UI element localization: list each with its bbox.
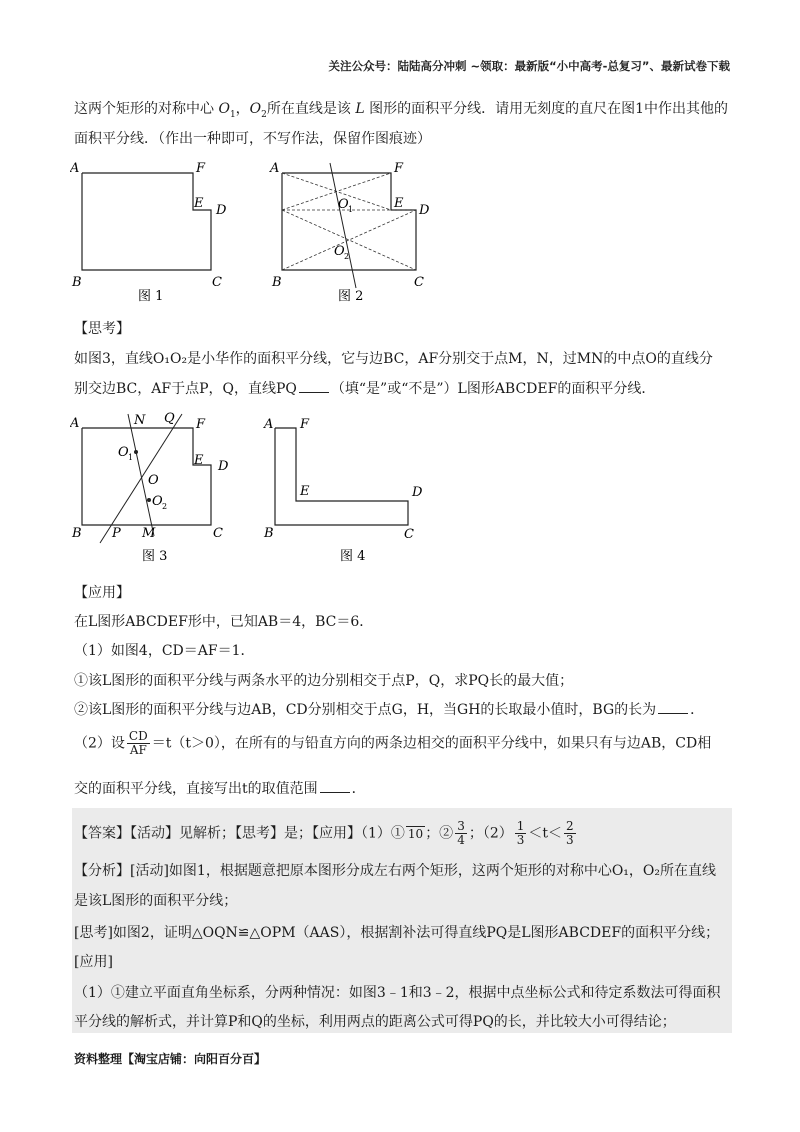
apply-line-1: 在L图形ABCDEF形中，已知AB＝4，BC＝6． bbox=[74, 614, 374, 630]
fig2-label-e: E bbox=[394, 196, 404, 211]
fig1-label-a: A bbox=[70, 161, 80, 176]
fig2-label-b: B bbox=[272, 275, 282, 290]
apply-q1-1: ①该L图形的面积平分线与两条水平的边分别相交于点P，Q，求PQ长的最大值； bbox=[74, 673, 574, 689]
fig2-label-o1-sub: 1 bbox=[348, 205, 354, 214]
fig4-label-d: D bbox=[412, 485, 423, 500]
page-header: 关注公众号：陆陆高分冲刺 ~领取：最新版“小中高考-总复习”、最新试卷下载 bbox=[328, 59, 730, 73]
fig3-label-d: D bbox=[218, 459, 229, 474]
fig1-shape bbox=[82, 173, 211, 270]
fig3-label-o2-sub: 2 bbox=[162, 502, 168, 511]
think-line-1: 如图3，直线O₁O₂是小华作的面积平分线，它与边BC，AF分别交于点M，N，过MN的中点O的直线分 bbox=[74, 351, 713, 367]
apply-q1-2-blank bbox=[658, 700, 688, 714]
fig1-caption: 图 1 bbox=[138, 289, 164, 304]
apply-q1: （1）如图4，CD＝AF＝1． bbox=[74, 643, 255, 659]
fig4-label-b: B bbox=[264, 526, 274, 541]
think-title: 【思考】 bbox=[74, 321, 130, 337]
answer-range-high: $\frac{2}{3}$ bbox=[566, 819, 574, 847]
fig3-label-c: C bbox=[213, 526, 223, 541]
think-line-2: 别交边BC，AF于点P，Q，直线PQ （填“是”或“不是”）L图形ABCDEF的面积平分线． bbox=[74, 381, 656, 397]
fig3-label-f: F bbox=[196, 417, 206, 432]
analysis-line-5: （1）①建立平面直角坐标系，分两种情况：如图3﹣1和3﹣2，根据中点坐标公式和待定系数法可得面积 bbox=[74, 985, 721, 1001]
answer-line: 【答案】【活动】见解析；【思考】是；【应用】（1）① 10 ；② $\frac{3}{4}$ ；（2） $\frac{1}{3}$ ＜t＜ $\frac{2}{3}$ bbox=[74, 819, 574, 847]
fig2-label-o1: O bbox=[338, 197, 349, 212]
figure-1 bbox=[70, 158, 240, 308]
intro-line-2: 面积平分线．（作出一种即可，不写作法，保留作图痕迹） bbox=[74, 131, 431, 147]
fig3-point-o1 bbox=[134, 450, 138, 454]
fig3-shape bbox=[82, 428, 211, 525]
fig4-label-a: A bbox=[264, 417, 274, 432]
fig1-label-f: F bbox=[196, 161, 206, 176]
fig3-label-o1: O bbox=[118, 445, 129, 460]
fig3-label-b: B bbox=[72, 526, 82, 541]
analysis-line-4: [应用] bbox=[74, 954, 113, 970]
fig2-label-f: F bbox=[394, 161, 404, 176]
fig2-label-a: A bbox=[270, 161, 280, 176]
fig3-label-o1-sub: 1 bbox=[128, 453, 134, 462]
figure-4 bbox=[262, 408, 442, 568]
fig3-label-m: M bbox=[142, 526, 156, 541]
apply-q1-2: ②该L图形的面积平分线与边AB，CD分别相交于点G，H，当GH的长取最小值时，BG的长为 ． bbox=[74, 702, 705, 718]
fig4-shape bbox=[275, 428, 408, 525]
apply-q2: （2）设 $\frac{CD}{AF}$ ＝t（t＞0），在所有的与铅直方向的两条边相交的面积平分线中，如果只有与边AB，CD相 bbox=[74, 729, 712, 757]
fig2-label-o2-sub: 2 bbox=[344, 252, 350, 261]
analysis-line-2: 是该L图形的面积平分线； bbox=[74, 893, 238, 909]
fig4-label-c: C bbox=[404, 527, 414, 542]
fig4-label-e: E bbox=[300, 484, 310, 499]
analysis-line-6: 平分线的解析式，并计算P和Q的坐标，利用两点的距离公式可得PQ的长，并比较大小可得结论； bbox=[74, 1014, 676, 1030]
answer-range-low: $\frac{1}{3}$ bbox=[516, 819, 525, 847]
fig1-label-e: E bbox=[194, 196, 204, 211]
apply-q2-line-2: 交的面积平分线，直接写出t的取值范围 ． bbox=[74, 781, 366, 797]
fig3-label-p: P bbox=[112, 526, 121, 541]
answer-sqrt: 10 bbox=[407, 826, 424, 841]
answer-fraction: $\frac{3}{4}$ bbox=[457, 819, 465, 847]
fig3-point-o2 bbox=[147, 498, 151, 502]
fig1-label-d: D bbox=[216, 203, 227, 218]
intro-line-1: 这两个矩形的对称中心 $O_1$，$O_2$所在直线是该 L 图形的面积平分线．请用无刻度的直尺在图1中作出其他的 bbox=[74, 101, 728, 120]
fig3-label-e: E bbox=[194, 453, 204, 468]
fig1-label-c: C bbox=[212, 275, 222, 290]
page-footer: 资料整理【淘宝店铺：向阳百分百】 bbox=[74, 1052, 267, 1066]
fig2-label-o2: O bbox=[334, 244, 345, 259]
fig3-label-a: A bbox=[70, 416, 80, 431]
fig3-caption: 图 3 bbox=[142, 549, 168, 564]
fig4-caption: 图 4 bbox=[340, 549, 366, 564]
fig3-line-pq bbox=[100, 414, 182, 543]
analysis-line-3: [思考]如图2，证明△OQN≌△OPM（AAS），根据割补法可得直线PQ是L图形ABCDEF的面积平分线； bbox=[74, 925, 720, 941]
analysis-line-1: 【分析】[活动]如图1，根据题意把原本图形分成左右两个矩形，这两个矩形的对称中心O₁，O₂所在直线 bbox=[74, 863, 717, 879]
think-blank bbox=[299, 379, 329, 393]
apply-q2-fraction: $\frac{CD}{AF}$ bbox=[128, 729, 148, 757]
fig2-label-c: C bbox=[414, 275, 424, 290]
fig3-label-q: Q bbox=[164, 411, 175, 426]
fig3-label-o2: O bbox=[152, 494, 163, 509]
figure-3 bbox=[70, 408, 245, 568]
fig2-label-d: D bbox=[419, 203, 430, 218]
fig2-caption: 图 2 bbox=[338, 289, 364, 304]
fig4-label-f: F bbox=[300, 417, 310, 432]
fig1-label-b: B bbox=[72, 275, 82, 290]
fig2-bisector-line bbox=[330, 163, 356, 288]
apply-title: 【应用】 bbox=[74, 585, 130, 601]
apply-q2-blank bbox=[320, 779, 350, 793]
fig3-label-o: O bbox=[148, 473, 159, 488]
figure-2 bbox=[268, 158, 448, 308]
fig3-label-n: N bbox=[134, 413, 146, 428]
